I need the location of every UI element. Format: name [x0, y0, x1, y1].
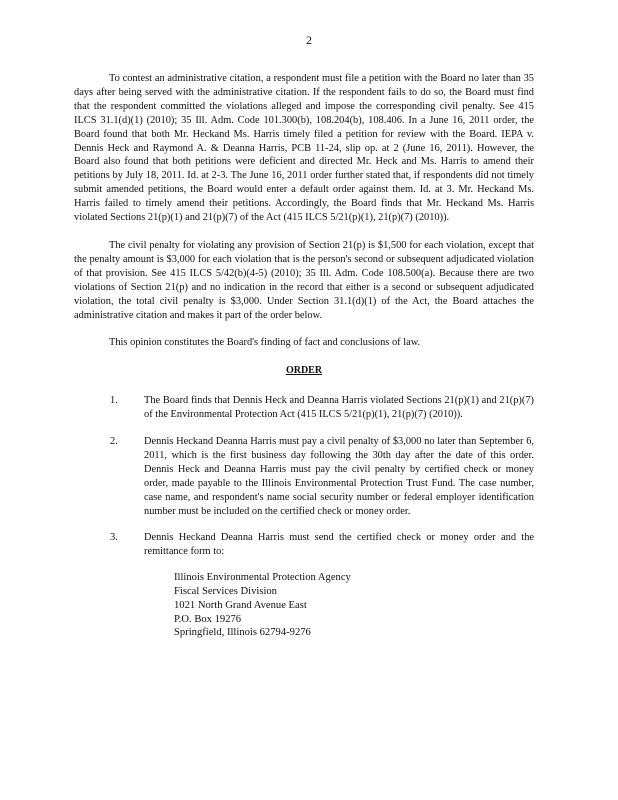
- paragraph-opinion-statement: This opinion constitutes the Board's finding of fact and conclusions of law.: [109, 337, 421, 349]
- address-line: Fiscal Services Division: [174, 586, 277, 598]
- order-item-number: 3.: [110, 532, 118, 544]
- document-body: [74, 72, 534, 653]
- address-line: 1021 North Grand Avenue East: [174, 599, 307, 611]
- address-line: Illinois Environmental Protection Agency: [174, 572, 351, 584]
- address-line: P.O. Box 19276: [174, 613, 242, 625]
- order-item: [74, 531, 534, 640]
- order-item-text: The Board finds that Dennis Heck and Deanna Harris violated Sections 21(p)(1) and 21(p)(7) of the Environmental Protection Act (415 ILCS 5/21(p)(1), 21(p)(7) (2010)).: [144, 395, 534, 421]
- order-item-text: Dennis Heckand Deanna Harris must send the certified check or money order and the remittance form to:: [144, 532, 534, 558]
- page-number: 2: [306, 33, 312, 47]
- order-item-number: 2.: [110, 436, 118, 448]
- paragraph-civil-penalty: The civil penalty for violating any provision of Section 21(p) is $1,500 for each violation, except that the penalty amount is $3,000 for each violation that is the person's second or subsequent adjudicated violation of that provision. See 415 ILCS 5/42(b)(4-5) (2010); 35 Ill. Adm. Code 108.500(a). Because there are two violations of Section 21(p) and no indication in the record that either is a second or subsequent adjudicated violation, the total civil penalty is $3,000. Under Section 31.1(d)(1) of the Act, the Board attaches the administrative citation and makes it part of the order below.: [74, 239, 534, 321]
- order-item-number: 1.: [110, 395, 118, 407]
- remittance-address: [174, 571, 534, 640]
- address-line: Springfield, Illinois 62794-9276: [174, 627, 311, 639]
- order-item: [74, 435, 534, 518]
- order-heading: ORDER: [285, 365, 323, 377]
- order-item-text: Dennis Heckand Deanna Harris must pay a civil penalty of $3,000 no later than September 6, 2011, which is the first business day following the 30th day after the date of this order. Dennis Heck and Deanna Harris must pay the civil penalty by certified check or money order, made payable to the Illinois Environmental Protection Trust Fund. The case number, case name, and respondent's name social security number or federal employer identification number must be included on the certified check or money order.: [144, 436, 534, 517]
- order-item: [74, 394, 534, 422]
- paragraph-contest-citation: To contest an administrative citation, a respondent must file a petition with the Board no later than 35 days after being served with the administrative citation. If the respondent fails to do so, the Board must find that the respondent committed the violations alleged and impose the corresponding civil penalty. See 415 ILCS 31.1(d)(1) (2010); 35 Ill. Adm. Code 101.300(b), 108.204(b), 108.406. In a June 16, 2011 order, the Board found that both Mr. Heckand Ms. Harris timely filed a petition for review with the Board. IEPA v. Dennis Heck and Raymond A. & Deanna Harris, PCB 11-24, slip op. at 2 (June 16, 2011). However, the Board also found that both petitions were deficient and directed Mr. Heck and Ms. Harris to amend their petitions by July 18, 2011. Id. at 2-3. The June 16, 2011 order further stated that, if respondents did not timely submit amended petitions, the Board would enter a default order against them. Id. at 3. Mr. Heckand Ms. Harris failed to timely amend their petitions. Accordingly, the Board finds that Mr. Heckand Ms. Harris violated Sections 21(p)(1) and 21(p)(7) of the Act (415 ILCS 5/21(p)(1), 21(p)(7) (2010)).: [74, 73, 534, 224]
